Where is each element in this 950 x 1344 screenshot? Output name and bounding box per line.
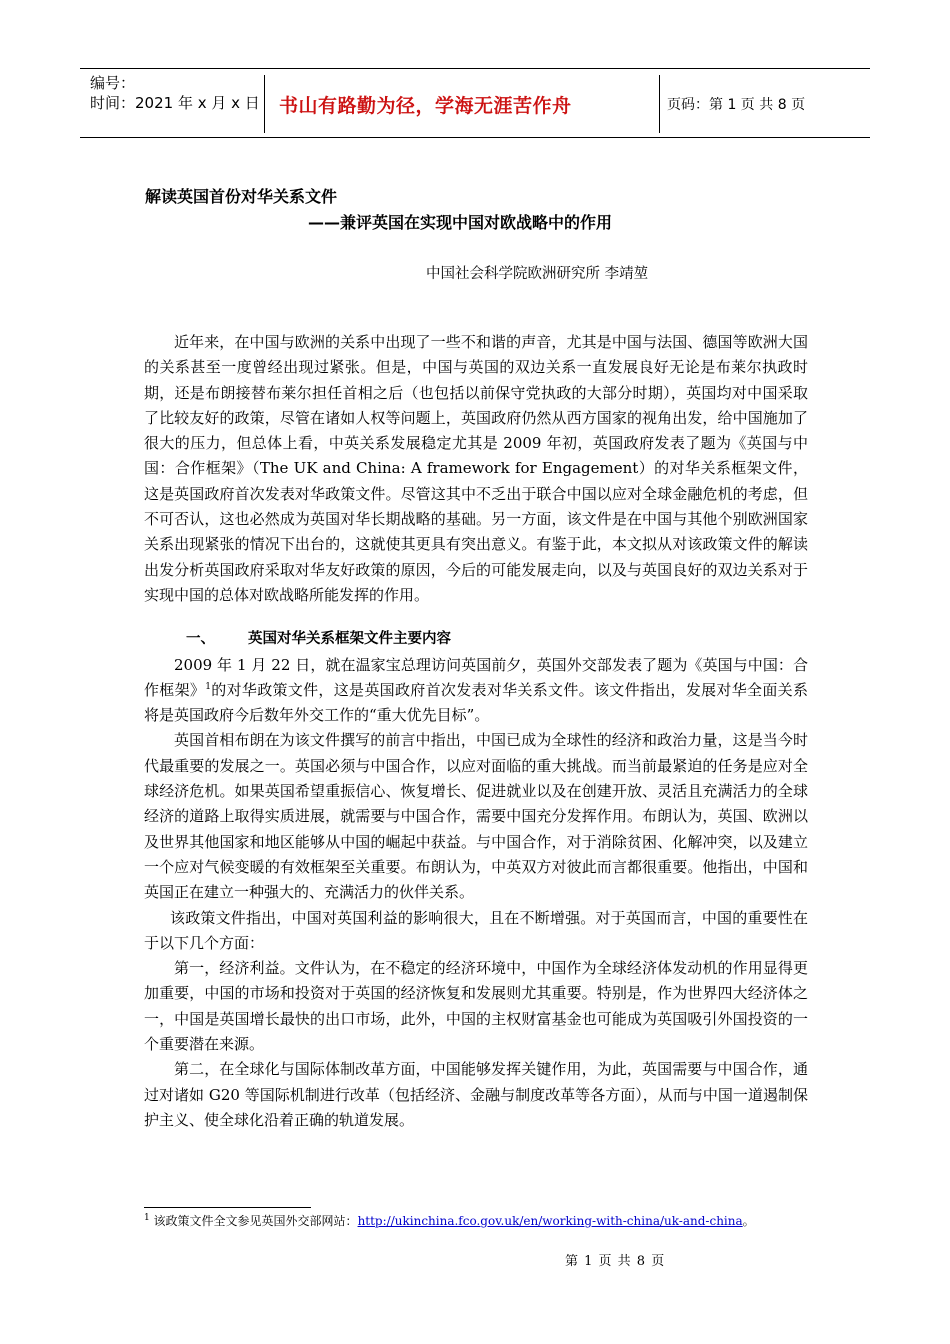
header-page-number: 页码：第 1 页 共 8 页 <box>667 97 806 113</box>
paragraph-text: 2009 年 1 月 22 日，就在温家宝总理访问英国前夕，英国外交部发表了题为《英国与中国：合作框架》 <box>144 655 808 699</box>
page-header <box>80 68 870 138</box>
header-divider <box>659 75 660 133</box>
header-meta <box>90 73 260 113</box>
section-number: 一、 <box>186 631 215 648</box>
page-footer: 第 1 页 共 8 页 <box>565 1254 666 1269</box>
document-body <box>144 330 808 1133</box>
document-title: 解读英国首份对华关系文件 <box>145 187 338 206</box>
footnote-ref[interactable]: 1 <box>205 681 211 692</box>
header-date: 时间：2021 年 x 月 x 日 <box>90 94 260 112</box>
document-subtitle: ——兼评英国在实现中国对欧战略中的作用 <box>308 213 613 232</box>
footnote-text: 该政策文件全文参见英国外交部网站： <box>149 1214 358 1228</box>
section-title: 英国对华关系框架文件主要内容 <box>248 631 451 648</box>
paragraph: 第一，经济利益。文件认为，在不稳定的经济环境中，中国作为全球经济体发动机的作用显得更加重要，中国的市场和投资对于英国的经济恢复和发展则尤其重要。特别是，作为世界四大经济体之一，中国是英国增长最快的出口市场，此外，中国的主权财富基金也可能成为英国吸引外国投资的一个重要潜在来源。 <box>144 959 808 1054</box>
paragraph <box>144 653 808 729</box>
section-heading <box>144 627 808 652</box>
paragraph-text: 的对华政策文件，这是英国政府首次发表对华关系文件。该文件指出，发展对华全面关系将是英国政府今后数年外交工作的“重大优先目标”。 <box>144 680 808 725</box>
paragraph: 该政策文件指出，中国对英国利益的影响很大，且在不断增强。对于英国而言，中国的重要性在于以下几个方面： <box>144 908 808 952</box>
footnote <box>144 1212 755 1229</box>
header-motto: 书山有路勤为径，学海无涯苦作舟 <box>279 95 572 117</box>
paragraph: 英国首相布朗在为该文件撰写的前言中指出，中国已成为全球性的经济和政治力量，这是当今时代最重要的发展之一。英国必须与中国合作，以应对面临的重大挑战。而当前最紧迫的任务是应对全球经济危机。如果英国希望重振信心、恢复增长、促进就业以及在创建开放、灵活且充满活力的全球经济的道路上取得实质进展，就需要与中国合作，需要中国充分发挥作用。布朗认为，英国、欧洲以及世界其他国家和地区能够从中国的崛起中获益。与中国合作，对于消除贫困、化解冲突，以及建立一个应对气候变暖的有效框架至关重要。布朗认为，中英双方对彼此而言都很重要。他指出，中国和英国正在建立一种强大的、充满活力的伙伴关系。 <box>144 731 808 902</box>
footnote-mark: 1 <box>144 1213 150 1223</box>
footnote-rule <box>144 1207 311 1208</box>
author-line: 中国社会科学院欧洲研究所 李靖堃 <box>426 266 649 282</box>
paragraph: 第二，在全球化与国际体制改革方面，中国能够发挥关键作用，为此，英国需要与中国合作，通过对诸如 G20 等国际机制进行改革（包括经济、金融与制度改革等各方面），从而与中国一道遏制保护主义、使全球化沿着正确的轨道发展。 <box>144 1060 808 1129</box>
header-divider <box>264 75 265 133</box>
footnote-end: 。 <box>742 1214 755 1228</box>
header-number: 编号： <box>90 74 136 92</box>
footnote-link[interactable]: http://ukinchina.fco.gov.uk/en/working-with-china/uk-and-china <box>357 1214 743 1228</box>
intro-paragraph: 近年来，在中国与欧洲的关系中出现了一些不和谐的声音，尤其是中国与法国、德国等欧洲大国的关系甚至一度曾经出现过紧张。但是，中国与英国的双边关系一直发展良好无论是布莱尔执政时期，还是布朗接替布莱尔担任首相之后（也包括以前保守党执政的大部分时期），英国均对中国采取了比较友好的政策，尽管在诸如人权等问题上，英国政府仍然从西方国家的视角出发，给中国施加了很大的压力，但总体上看，中英关系发展稳定尤其是 2009 年初，英国政府发表了题为《英国与中国：合作框架》（The UK and China: A framework for Engagement）的对华关系框架文件，这是英国政府首次发表对华政策文件。尽管这其中不乏出于联合中国以应对全球金融危机的考虑，但不可否认，这也必然成为英国对华长期战略的基础。另一方面，该文件是在中国与其他个别欧洲国家关系出现紧张的情况下出台的，这就使其更具有突出意义。有鉴于此，本文拟从对该政策文件的解读出发分析英国政府采取对华友好政策的原因，今后的可能发展走向，以及与英国良好的双边关系对于实现中国的总体对欧战略所能发挥的作用。 <box>144 333 808 604</box>
